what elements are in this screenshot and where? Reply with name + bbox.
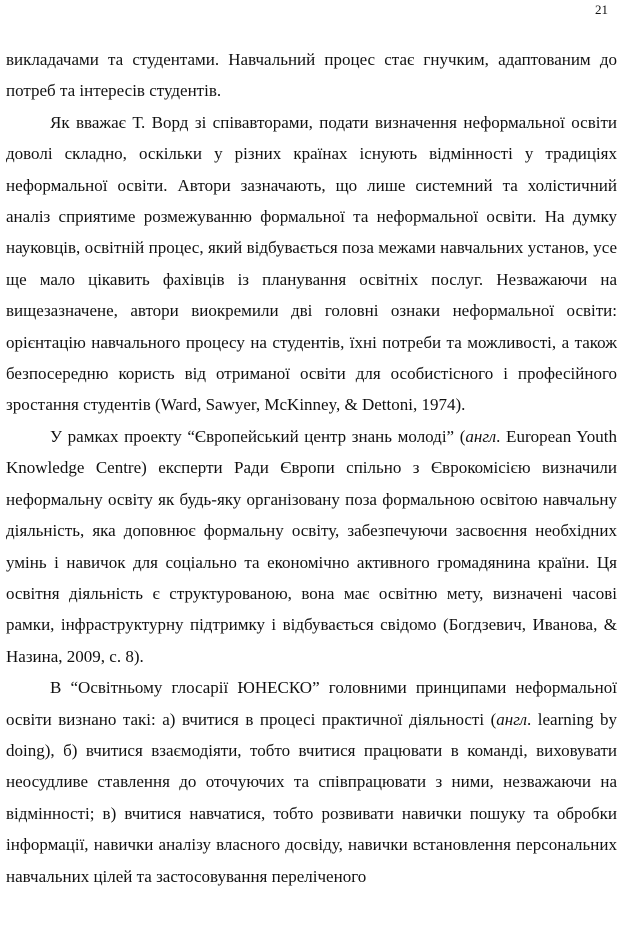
paragraph-text-start: В “Освітньому глосарії ЮНЕСКО” головними принципами неформальної освіти визнано такі: а) вчитися в процесі практичної діяльності (: [6, 678, 617, 729]
paragraph-continuation: викладачами та студентами. Навчальний процес стає гнучким, адаптованим до потреб та інтересів студентів.: [6, 50, 617, 101]
paragraph-ward-definition: Як вважає Т. Ворд зі співавторами, подати визначення неформальної освіти доволі складно, оскільки у різних країнах існують відмінності у традиціях неформальної освіти. Автори зазначають, що лише системний та холістичний аналіз сприятиме розмежуванню формальної та неформальної освіти. На думку науковців, освітній процес, який відбувається поза межами навчальних установ, усе ще мало цікавить фахівців із планування освітніх послуг. Незважаючи на вищезазначене, автори виокремили дві головні ознаки неформальної освіти: орієнтацію навчального процесу на студентів, їхні потреби та можливості, а також безпосередню користь від отриманої освіти для особистісного і професійного зростання студентів (Ward, Sawyer, McKinney, & Dettoni, 1974).: [6, 112, 617, 415]
document-body: [6, 44, 617, 892]
paragraph-text-end: . learning by doing), б) вчитися взаємодіяти, тобто вчитися працювати в команді, виховувати неосудливе ставлення до оточуючих та співпрацювати з ними, незважаючи на відмінності; в) вчитися навчатися, тобто розвивати навички пошуку та обробки інформації, навички аналізу власного досвіду, навички встановлення персональних навчальних цілей та застосовування переліченого: [6, 709, 617, 886]
paragraph-youth-knowledge-centre: [6, 421, 617, 672]
paragraph-text-start: У рамках проекту “Європейський центр знань молоді” (: [50, 426, 466, 446]
paragraph-text-end: . European Youth Knowledge Centre) експерти Ради Європи спільно з Єврокомісією визначили неформальну освіту як будь-яку організовану поза формальною освітою навчальну діяльність, яка доповнює формальну освіту, забезпечуючи засвоєння необхідних умінь і навичок для соціально та економічно активного громадянина країни. Ця освітня діяльність є структурованою, вона має освітню мету, визначені часові рамки, інфраструктурну підтримку і відбувається свідомо (Богдзевич, Иванова, & Назина, 2009, с. 8).: [6, 426, 617, 666]
page-number: 21: [595, 2, 608, 17]
italic-abbreviation: англ: [465, 426, 497, 446]
italic-abbreviation: англ: [496, 709, 528, 729]
paragraph-unesco-glossary: [6, 672, 617, 892]
